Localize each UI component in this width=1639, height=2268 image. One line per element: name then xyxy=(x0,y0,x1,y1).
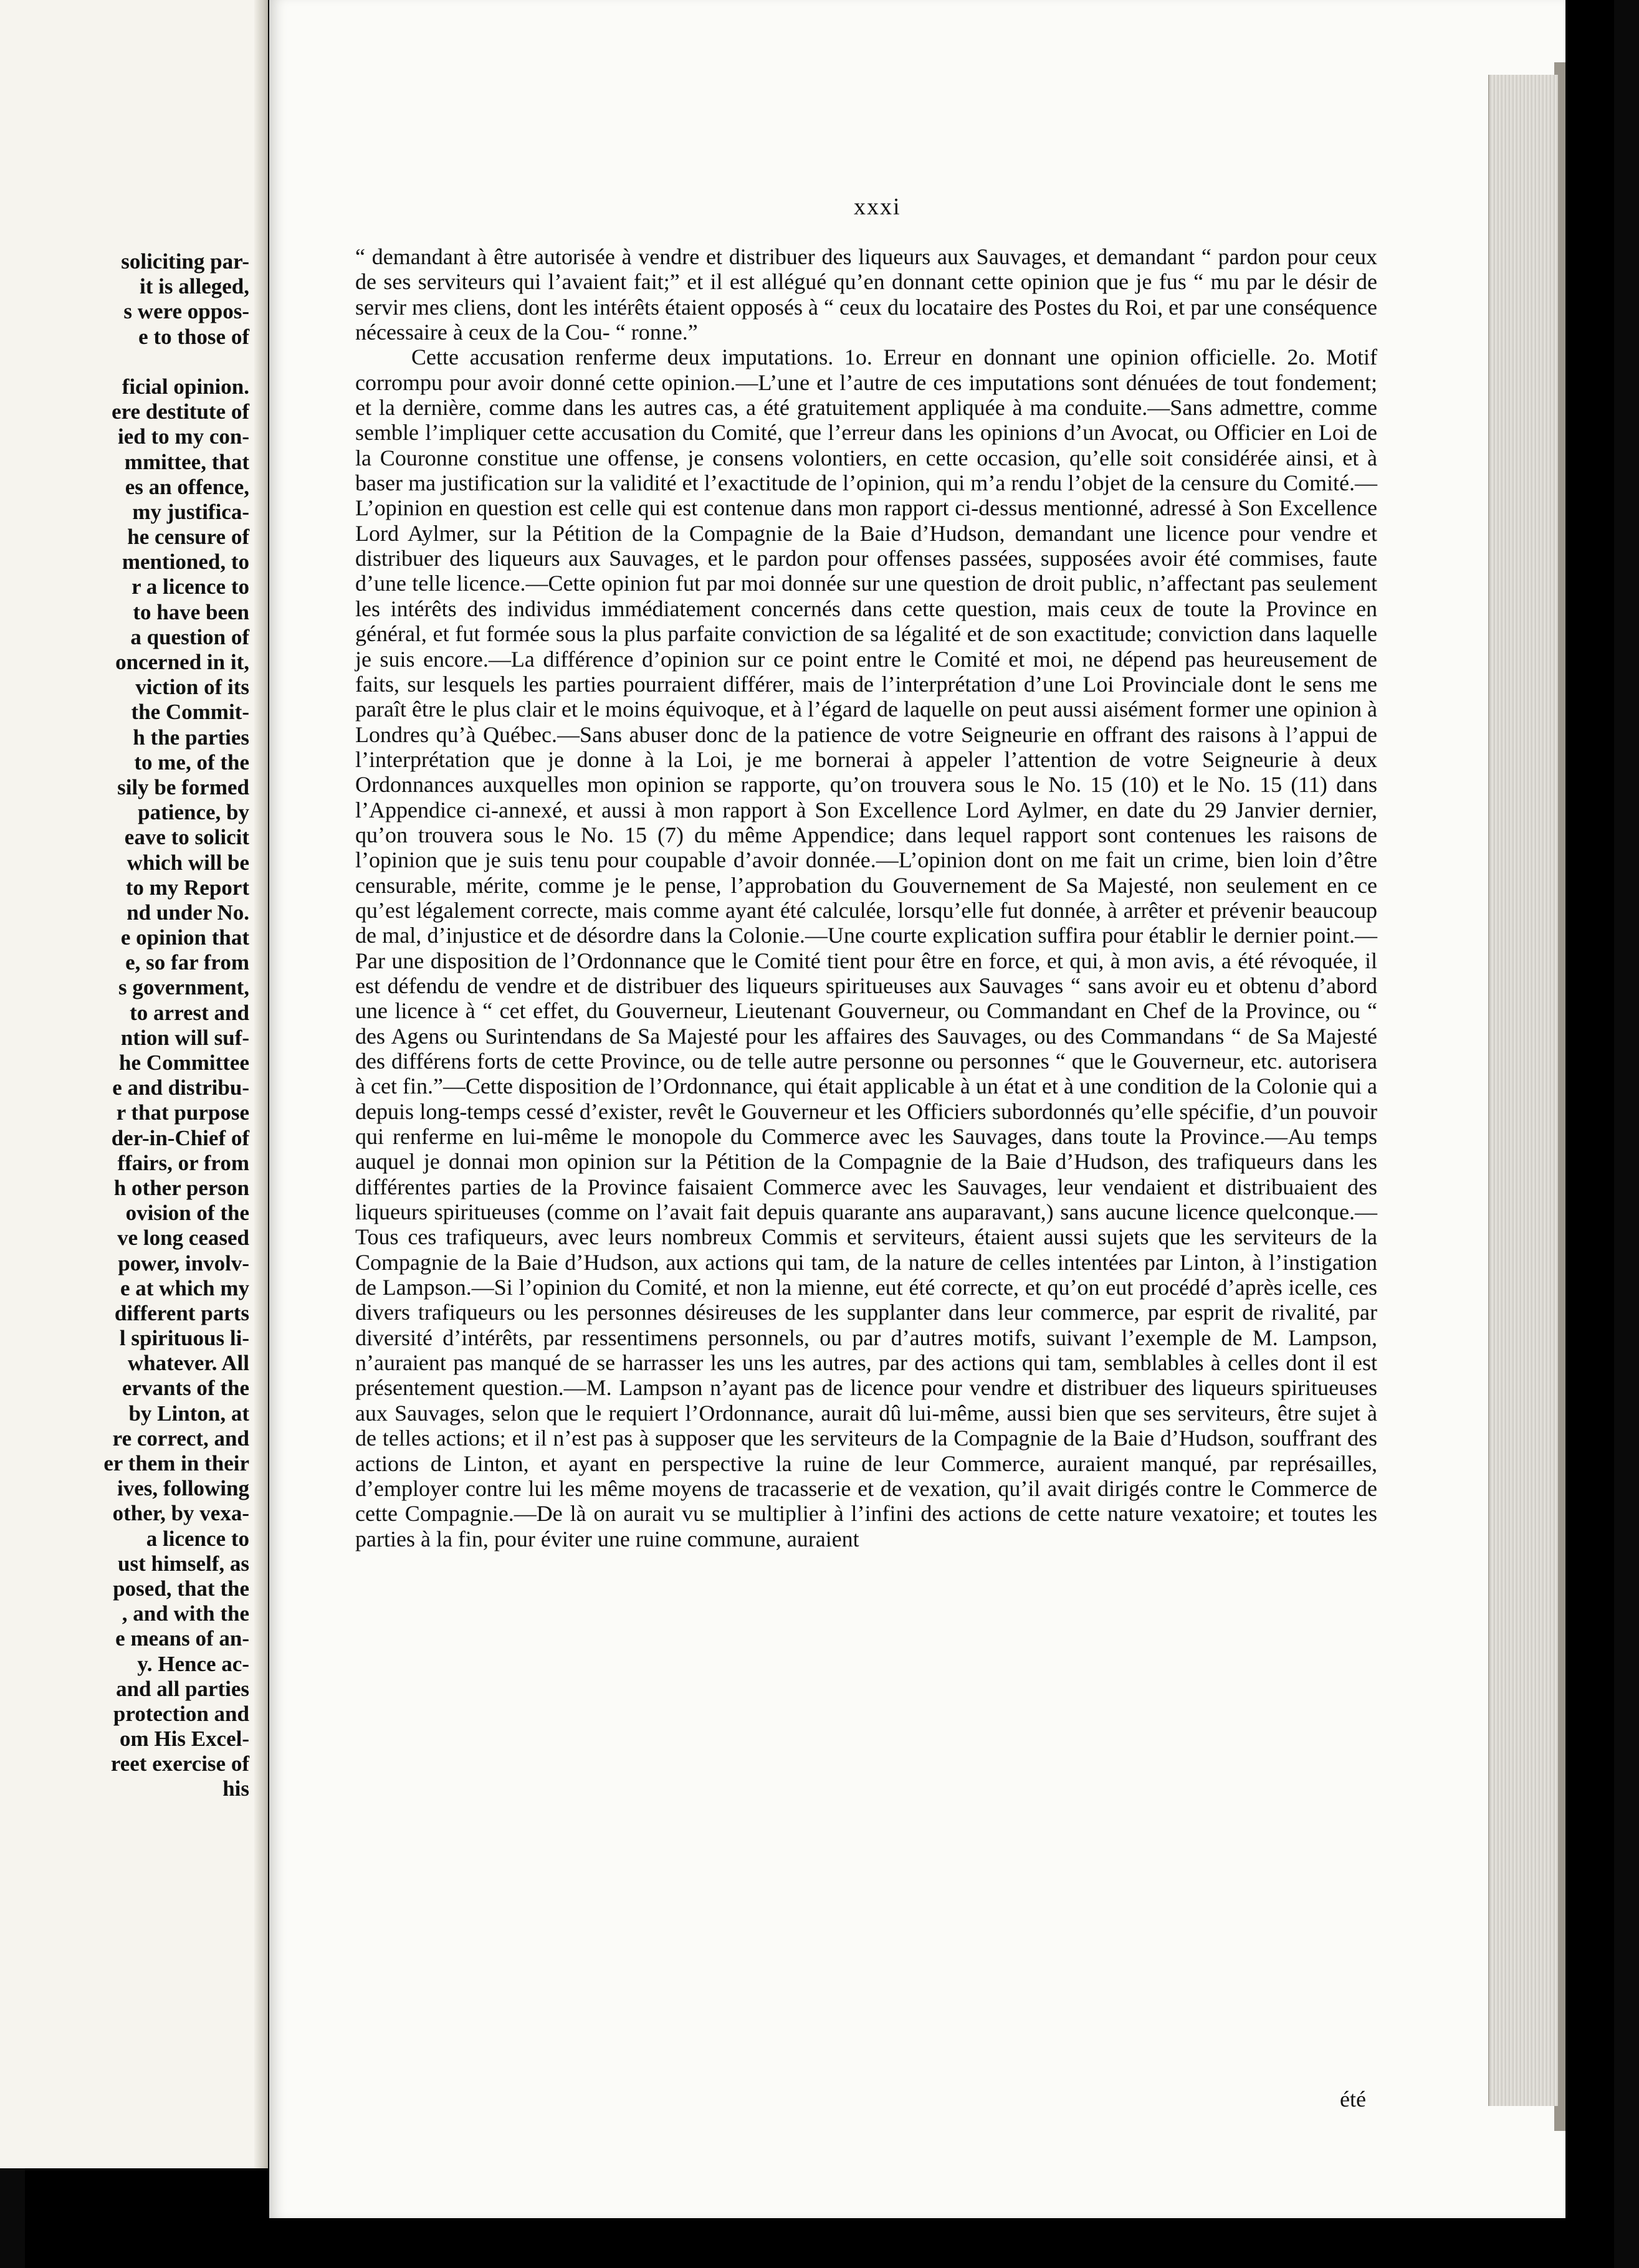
left-page-line: to arrest and xyxy=(130,1000,249,1025)
left-page-line: ervants of the xyxy=(122,1376,249,1401)
left-page-line: and all parties xyxy=(116,1676,249,1701)
paragraph-main: Cette accusation renferme deux imputations. 1o. Erreur en donnant une opinion officielle. 2o. Motif corrompu pour avoir donné cette opinion.—L’une et l’autre de ces imputations sont dénuées de tout fondement; et la dernière, comme dans les autres cas, a été gratuitement appliquée à ma conduite.—Sans admettre, comme semble l’impliquer cette accusation du Comité, que l’erreur dans les opinions d’un Avocat, ou Officier en Loi de la Couronne constitue une offense, je consens volontiers, en cette occasion, qu’elle soit considérée ainsi, et à baser ma justification sur la validité et l’exactitude de l’opinion, qui m’a rendu l’objet de la censure du Comité.—L’opinion en question est celle qui est contenue dans mon rapport ci-dessus mentionné, adressé à Son Excellence Lord Aylmer, sur la Pétition de la Compagnie de la Baie d’Hudson, demandant une licence pour vendre et distribuer des liqueurs aux Sauvages, et le pardon pour offenses passées, supposées avoir été commises, faute d’une telle licence.—Cette opinion fut par moi donnée sur une question de droit public, n’affectant pas seulement les intérêts des individus immédiatement concernés dans cette question, mais ceux de toute la Province en général, et fut formée sous la plus parfaite conviction de sa légalité et de son exactitude; conviction dans laquelle je suis encore.—La différence d’opinion sur ce point entre le Comité et moi, ne dépend pas heureusement de faits, sur lesquels les parties pourraient différer, mais de l’interprétation d’une Loi Provinciale dont le sens me paraît être le plus clair et le moins équivoque, et à l’égard de laquelle on peut aussi aisément former une opinion à Londres qu’à Québec.—Sans abuser donc de la patience de votre Seigneurie en offrant des raisons à l’appui de l’interprétation que je donne à la Loi, je me bornerai à appeler l’attention de votre Seigneurie à deux Ordonnances auxquelles mon opinion se rapporte, qu’on trouvera sous le No. 15 (10) et le No. 15 (11) dans l’Appendice ci-annexé, et aussi à mon rapport à Son Excellence Lord Aylmer, en date du 29 Janvier dernier, qu’on trouvera sous le No. 15 (7) du même Appendice; dans lequel rapport sont contenues les raisons de l’opinion que je suis tenu pour coupable d’avoir donnée.—L’opinion dont on me fait un crime, bien loin d’être censurable, mérite, comme je le pense, l’approbation du Gouvernement de Sa Majesté, non seulement en ce qu’est légalement correcte, mais comme ayant été calculée, lorsqu’elle fut donnée, à arrêter et prévenir beaucoup de mal, d’injustice et de désordre dans la Colonie.—Une courte explication suffira pour établir le dernier point.—Par une disposition de l’Ordonnance que le Comité tient pour être en force, et qui, à mon avis, a été révoquée, il est défendu de vendre et de distribuer des liqueurs spiritueuses aux Sauvages “ sans avoir eu et obtenu d’abord une licence à “ cet effet, du Gouverneur, Lieutenant Gouverneur, ou Commandant en Chef de la Province, ou “ des Agens ou Surintendans de Sa Majesté pour les affaires des Sauvages, ou des Commandans “ de Sa Majesté des différens forts de cette Province, ou de telle autre personne ou personnes “ que le Gouverneur, etc. autorisera à cet fin.”—Cette disposition de l’Ordonnance, qui était applicable à un état et à une condition de la Colonie qui a depuis long-temps cessé d’exister, revêt le Gouverneur et les Officiers subordonnés qu’elle spécifie, d’un pouvoir qui renferme en lui-même le monopole du Commerce avec les Sauvages, dans toute la Province.—Au temps auquel je donnai mon opinion sur la Pétition de la Compagnie de la Baie d’Hudson, des trafiqueurs dans les différentes parties de la Province faisaient Commerce avec les Sauvages, leur vendaient et distribuaient des liqueurs spiritueuses (comme on l’avait fait depuis quarante ans auparavant,) sans aucune licence quelconque.—Tous ces trafiqueurs, avec leurs nombreux Commis et serviteurs, étaient aussi sujets que les serviteurs de la Compagnie de la Baie d’Hudson, aux actions qui tam, de la nature de celles intentées par Linton, à l’instigation de Lampson.—Si l’opinion du Comité, et non la mienne, eut été correcte, et qu’on eut procédé d’après icelle, ces divers trafiqueurs ou les personnes désireuses de les supplanter dans leur commerce, par esprit de rivalité, par diversité d’intérêts, par ressentimens personnels, ou par d’autres motifs, suivant l’exemple de M. Lampson, n’auraient pas manqué de se harrasser les uns les autres, par des actions qui tam, semblables à celles dont il est présentement question.—M. Lampson n’ayant pas de licence pour vendre et distribuer des liqueurs spiritueuses aux Sauvages, selon que le requiert l’Ordonnance, aurait dû lui-même, aussi bien que ses serviteurs, être sujet à de telles actions; et il n’est pas à supposer que les serviteurs de la Compagnie de la Baie d’Hudson, souffrant des actions de Linton, et ayant en perspective la ruine de leur Commerce, auraient manqué, par représailles, d’employer contre lui les même moyens de tracasserie et de vexation, qu’il avait dirigés contre le Commerce de cette Compagnie.—De là on aurait vu se multiplier à l’infini des actions de cette nature vexatoire; et toutes les parties à la fin, pour éviter une ruine commune, auraient xyxy=(355,345,1377,1551)
left-page-line: ere destitute of xyxy=(112,399,249,424)
left-page-line: nd under No. xyxy=(127,900,249,925)
left-page-line: h other person xyxy=(113,1175,249,1200)
left-page-line: oncerned in it, xyxy=(115,650,249,674)
left-page-line: a licence to xyxy=(146,1526,249,1551)
left-page-text xyxy=(0,249,249,1802)
left-page-line: er them in their xyxy=(103,1451,249,1475)
left-page-line: reet exercise of xyxy=(110,1751,249,1776)
left-page-line: which will be xyxy=(127,850,249,875)
left-page-line xyxy=(0,350,249,374)
left-page-line: e, so far from xyxy=(125,950,249,975)
left-page-line: e and distribu- xyxy=(112,1075,249,1100)
left-page-line: e to those of xyxy=(138,324,249,349)
left-page-line: ied to my con- xyxy=(118,424,249,449)
left-page-line: whatever. All xyxy=(127,1351,249,1376)
left-page-line: , and with the xyxy=(122,1601,249,1626)
left-page-line: ust himself, as xyxy=(118,1551,249,1576)
left-page-line: r that purpose xyxy=(116,1100,249,1125)
left-page-line: mentioned, to xyxy=(122,550,249,574)
left-page-line: eave to solicit xyxy=(124,825,249,850)
left-page-line: he censure of xyxy=(127,525,249,550)
left-page-line: other, by vexa- xyxy=(112,1501,249,1526)
paragraph-quote: “ demandant à être autorisée à vendre et distribuer des liqueurs aux Sauvages, et demandant “ pardon pour ceux de ses serviteurs qui l’avaient fait;” et il est allégué qu’en donnant cette opinion que je fus “ mu par le désir de servir mes cliens, dont les intérêts étaient opposés à “ ceux du locataire des Postes du Roi, et par une conséquence nécessaire à ceux de la Cou- “ ronne.” xyxy=(355,244,1377,345)
left-page-line: e means of an- xyxy=(115,1626,249,1651)
left-page-line: by Linton, at xyxy=(128,1401,249,1426)
left-page-line: ives, following xyxy=(117,1476,249,1501)
left-page-line: it is alleged, xyxy=(140,274,249,299)
left-page-line: s government, xyxy=(118,975,249,1000)
left-page-line: der-in-Chief of xyxy=(111,1125,249,1150)
left-page-line: l spirituous li- xyxy=(119,1326,249,1351)
left-page-line: ffairs, or from xyxy=(117,1150,249,1175)
left-page-line: soliciting par- xyxy=(121,249,249,274)
left-page-line: he Committee xyxy=(119,1051,249,1075)
left-page-line: protection and xyxy=(113,1701,249,1726)
left-page-line: re correct, and xyxy=(112,1426,249,1451)
left-page-line: power, involv- xyxy=(118,1251,249,1275)
left-page-line: e opinion that xyxy=(120,925,249,950)
left-page-line: to me, of the xyxy=(134,750,249,774)
left-page-line: ve long ceased xyxy=(117,1226,249,1251)
page-gutter xyxy=(254,0,268,2168)
left-page-line: the Commit- xyxy=(131,700,249,725)
left-page-line: sily be formed xyxy=(117,774,249,799)
left-page-line: y. Hence ac- xyxy=(137,1651,249,1676)
left-page-line: e at which my xyxy=(120,1275,249,1300)
page-number: xxxi xyxy=(854,194,901,220)
left-page-line: h the parties xyxy=(133,725,249,750)
left-page-line: ntion will suf- xyxy=(120,1025,249,1050)
left-page-line: s were oppos- xyxy=(123,299,249,324)
left-page xyxy=(0,0,268,2168)
left-page-line: ovision of the xyxy=(125,1201,249,1226)
left-page-line: different parts xyxy=(114,1300,249,1325)
left-page-line: a question of xyxy=(130,624,249,649)
left-page-line: my justifica- xyxy=(132,499,249,524)
left-page-line: viction of its xyxy=(135,675,249,700)
scan-border-right xyxy=(1614,0,1639,2268)
catch-word: été xyxy=(1340,2087,1366,2112)
left-page-line: es an offence, xyxy=(125,474,249,499)
left-page-line: ficial opinion. xyxy=(122,374,249,399)
left-page-line: patience, by xyxy=(138,800,249,825)
left-page-line: mmittee, that xyxy=(124,449,249,474)
left-page-line: to have been xyxy=(133,599,249,624)
left-page-line: his xyxy=(222,1776,249,1801)
left-page-line: om His Excel- xyxy=(119,1727,249,1751)
left-page-line: r a licence to xyxy=(131,574,249,599)
left-page-line: to my Report xyxy=(125,875,249,900)
left-page-line: posed, that the xyxy=(113,1576,249,1601)
body-text xyxy=(355,244,1377,1551)
page-edge xyxy=(1488,75,1558,2106)
